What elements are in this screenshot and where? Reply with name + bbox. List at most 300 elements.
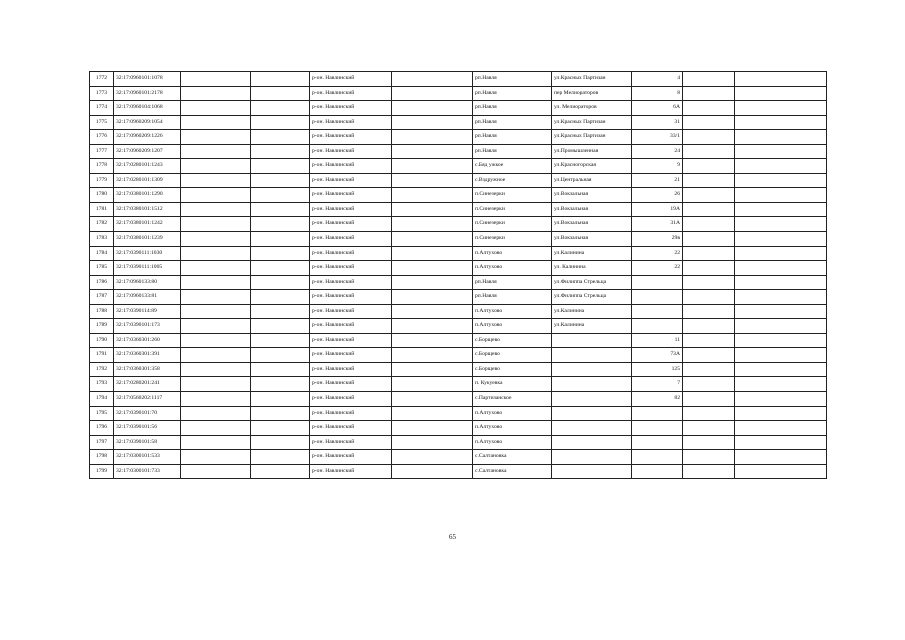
cell-cadastral-number: 32:17:0380101:1512 [114, 202, 181, 217]
cell-street [552, 392, 632, 407]
cell-empty [683, 72, 735, 87]
cell-street: ул.Калинина [552, 319, 632, 334]
cell-empty [735, 435, 827, 450]
cell-settlement: с.Борщево [473, 333, 552, 348]
cell-empty [392, 202, 473, 217]
cell-row-number: 1782 [90, 217, 114, 232]
cell-empty [251, 377, 310, 392]
cell-street: ул.Вокзальная [552, 202, 632, 217]
cell-district: р-он. Навлинский [310, 377, 392, 392]
cell-empty [181, 72, 251, 87]
cell-cadastral-number: 32:17:0960133:80 [114, 275, 181, 290]
cell-cadastral-number: 32:17:0390101:70 [114, 406, 181, 421]
cell-empty [683, 115, 735, 130]
cell-empty [392, 115, 473, 130]
cell-empty [181, 188, 251, 203]
cell-row-number: 1774 [90, 101, 114, 116]
cell-empty [735, 115, 827, 130]
cell-cadastral-number: 32:17:0960101:1078 [114, 72, 181, 87]
cell-settlement: п.Алтухово [473, 435, 552, 450]
cell-empty [181, 348, 251, 363]
cell-empty [181, 450, 251, 465]
cell-house-number: 26 [632, 188, 683, 203]
cell-empty [735, 130, 827, 145]
cell-empty [181, 144, 251, 159]
cell-street [552, 377, 632, 392]
cell-cadastral-number: 32:17:0300101:733 [114, 464, 181, 479]
cell-house-number: 82 [632, 392, 683, 407]
table-row [90, 435, 827, 450]
cell-row-number: 1775 [90, 115, 114, 130]
cell-settlement: рп.Навля [473, 101, 552, 116]
cell-settlement: п. Кукуевка [473, 377, 552, 392]
cell-empty [181, 217, 251, 232]
cell-empty [735, 72, 827, 87]
cell-empty [181, 173, 251, 188]
cell-house-number: 31 [632, 115, 683, 130]
cell-empty [392, 319, 473, 334]
table-row [90, 275, 827, 290]
cell-house-number: 33/1 [632, 130, 683, 145]
cell-house-number [632, 406, 683, 421]
cell-cadastral-number: 32:17:0360301:391 [114, 348, 181, 363]
cell-cadastral-number: 32:17:0960209:1207 [114, 144, 181, 159]
cell-empty [251, 246, 310, 261]
cell-empty [683, 450, 735, 465]
cell-cadastral-number: 32:17:0390101:56 [114, 421, 181, 436]
cell-cadastral-number: 32:17:0960209:1054 [114, 115, 181, 130]
cell-street [552, 406, 632, 421]
cell-empty [683, 406, 735, 421]
cell-street: ул.Центральная [552, 173, 632, 188]
cell-cadastral-number: 32:17:0280101:1309 [114, 173, 181, 188]
cell-settlement: рп.Навля [473, 130, 552, 145]
cell-house-number: 29в [632, 232, 683, 247]
cell-empty [735, 319, 827, 334]
table-row [90, 362, 827, 377]
cell-empty [181, 261, 251, 276]
cell-street: ул.Вокзальная [552, 232, 632, 247]
cell-empty [392, 464, 473, 479]
cell-empty [735, 261, 827, 276]
cell-empty [251, 392, 310, 407]
cell-empty [251, 217, 310, 232]
cell-cadastral-number: 32:17:0390111:1005 [114, 261, 181, 276]
cell-house-number [632, 464, 683, 479]
property-register-table [89, 71, 827, 479]
cell-empty [735, 275, 827, 290]
cell-street: ул. Калинина [552, 261, 632, 276]
cell-cadastral-number: 32:17:0560202:1117 [114, 392, 181, 407]
cell-district: р-он. Навлинский [310, 333, 392, 348]
cell-empty [683, 232, 735, 247]
cell-house-number [632, 435, 683, 450]
cell-settlement: рп.Навля [473, 290, 552, 305]
cell-row-number: 1799 [90, 464, 114, 479]
table-body [90, 72, 827, 479]
cell-empty [735, 188, 827, 203]
cell-district: р-он. Навлинский [310, 275, 392, 290]
cell-street: ул.Филиппа Стрельца [552, 275, 632, 290]
cell-row-number: 1785 [90, 261, 114, 276]
cell-row-number: 1779 [90, 173, 114, 188]
cell-row-number: 1798 [90, 450, 114, 465]
cell-empty [251, 173, 310, 188]
cell-empty [683, 290, 735, 305]
cell-settlement: рп.Навля [473, 275, 552, 290]
cell-empty [392, 304, 473, 319]
cell-settlement: с.Борщево [473, 362, 552, 377]
cell-empty [683, 319, 735, 334]
cell-cadastral-number: 32:17:0380101:1239 [114, 232, 181, 247]
cell-street: ул.Калинина [552, 304, 632, 319]
cell-empty [181, 246, 251, 261]
cell-house-number: 6А [632, 101, 683, 116]
cell-settlement: с.Вздружное [473, 173, 552, 188]
table-row [90, 217, 827, 232]
cell-empty [251, 144, 310, 159]
cell-empty [181, 421, 251, 436]
table-row [90, 348, 827, 363]
cell-house-number: 11 [632, 333, 683, 348]
cell-empty [392, 159, 473, 174]
cell-settlement: с.Партизанское [473, 392, 552, 407]
cell-empty [683, 202, 735, 217]
cell-empty [735, 159, 827, 174]
cell-row-number: 1781 [90, 202, 114, 217]
cell-empty [181, 464, 251, 479]
cell-house-number: 22 [632, 261, 683, 276]
cell-row-number: 1790 [90, 333, 114, 348]
cell-cadastral-number: 32:17:0390101:173 [114, 319, 181, 334]
cell-settlement: п.Алтухово [473, 261, 552, 276]
cell-empty [251, 115, 310, 130]
cell-empty [392, 101, 473, 116]
cell-street [552, 362, 632, 377]
cell-street [552, 333, 632, 348]
cell-empty [683, 333, 735, 348]
cell-empty [683, 86, 735, 101]
cell-district: р-он. Навлинский [310, 130, 392, 145]
cell-district: р-он. Навлинский [310, 173, 392, 188]
cell-row-number: 1788 [90, 304, 114, 319]
cell-cadastral-number: 32:17:0960209:1226 [114, 130, 181, 145]
cell-empty [683, 217, 735, 232]
cell-empty [181, 130, 251, 145]
cell-cadastral-number: 32:17:0280101:1243 [114, 159, 181, 174]
cell-cadastral-number: 32:17:0380101:1290 [114, 188, 181, 203]
cell-district: р-он. Навлинский [310, 464, 392, 479]
cell-settlement: п.Синезерки [473, 217, 552, 232]
table-row [90, 115, 827, 130]
table-row [90, 86, 827, 101]
table-row [90, 188, 827, 203]
cell-settlement: рп.Навля [473, 72, 552, 87]
cell-house-number: 125 [632, 362, 683, 377]
cell-house-number: 8 [632, 86, 683, 101]
cell-district: р-он. Навлинский [310, 406, 392, 421]
cell-empty [181, 377, 251, 392]
cell-empty [251, 450, 310, 465]
table-row [90, 202, 827, 217]
cell-cadastral-number: 32:17:0390111:1030 [114, 246, 181, 261]
cell-empty [683, 130, 735, 145]
cell-empty [735, 246, 827, 261]
cell-empty [735, 101, 827, 116]
cell-street: пер Мелиораторов [552, 86, 632, 101]
cell-empty [735, 421, 827, 436]
cell-empty [392, 435, 473, 450]
cell-empty [181, 392, 251, 407]
cell-district: р-он. Навлинский [310, 450, 392, 465]
cell-row-number: 1772 [90, 72, 114, 87]
table-row [90, 290, 827, 305]
cell-empty [251, 72, 310, 87]
cell-house-number: 31А [632, 217, 683, 232]
cell-empty [392, 421, 473, 436]
cell-empty [181, 304, 251, 319]
cell-settlement: п.Синезерки [473, 202, 552, 217]
cell-house-number: 4 [632, 72, 683, 87]
cell-settlement: п.Синезерки [473, 188, 552, 203]
cell-row-number: 1793 [90, 377, 114, 392]
cell-street [552, 450, 632, 465]
cell-empty [251, 304, 310, 319]
cell-empty [251, 290, 310, 305]
cell-district: р-он. Навлинский [310, 217, 392, 232]
cell-house-number [632, 319, 683, 334]
cell-empty [181, 115, 251, 130]
cell-row-number: 1777 [90, 144, 114, 159]
cell-empty [683, 435, 735, 450]
cell-row-number: 1796 [90, 421, 114, 436]
cell-street [552, 464, 632, 479]
cell-empty [392, 232, 473, 247]
cell-settlement: п.Алтухово [473, 406, 552, 421]
cell-cadastral-number: 32:17:0360301:260 [114, 333, 181, 348]
cell-empty [735, 304, 827, 319]
cell-row-number: 1795 [90, 406, 114, 421]
cell-district: р-он. Навлинский [310, 144, 392, 159]
cell-street: ул.Красных Партизан [552, 72, 632, 87]
table-row [90, 319, 827, 334]
cell-empty [251, 86, 310, 101]
cell-house-number: 7 [632, 377, 683, 392]
cell-street: ул. Мелиораторов [552, 101, 632, 116]
cell-empty [392, 450, 473, 465]
cell-cadastral-number: 32:17:0390101:58 [114, 435, 181, 450]
cell-row-number: 1787 [90, 290, 114, 305]
cell-settlement: с.Борщево [473, 348, 552, 363]
cell-house-number: 73А [632, 348, 683, 363]
cell-empty [735, 290, 827, 305]
page-number: 65 [449, 533, 456, 541]
cell-empty [181, 275, 251, 290]
cell-settlement: п.Синезерки [473, 232, 552, 247]
cell-house-number [632, 421, 683, 436]
cell-row-number: 1783 [90, 232, 114, 247]
cell-empty [251, 130, 310, 145]
cell-empty [735, 173, 827, 188]
cell-row-number: 1791 [90, 348, 114, 363]
cell-row-number: 1792 [90, 362, 114, 377]
cell-row-number: 1776 [90, 130, 114, 145]
cell-empty [392, 377, 473, 392]
cell-street: ул.Промышленная [552, 144, 632, 159]
cell-row-number: 1789 [90, 319, 114, 334]
cell-district: р-он. Навлинский [310, 392, 392, 407]
cell-house-number [632, 290, 683, 305]
cell-empty [683, 464, 735, 479]
cell-empty [251, 406, 310, 421]
table-row [90, 450, 827, 465]
cell-empty [181, 435, 251, 450]
cell-empty [392, 392, 473, 407]
cell-cadastral-number: 32:17:0960104:1068 [114, 101, 181, 116]
cell-empty [251, 159, 310, 174]
cell-empty [251, 101, 310, 116]
cell-empty [392, 72, 473, 87]
cell-district: р-он. Навлинский [310, 232, 392, 247]
cell-settlement: рп.Навля [473, 115, 552, 130]
cell-empty [392, 246, 473, 261]
cell-district: р-он. Навлинский [310, 421, 392, 436]
cell-house-number: 22 [632, 246, 683, 261]
cell-empty [181, 362, 251, 377]
cell-house-number [632, 304, 683, 319]
cell-empty [251, 202, 310, 217]
table-row [90, 304, 827, 319]
cell-cadastral-number: 32:17:0960133:81 [114, 290, 181, 305]
cell-empty [683, 261, 735, 276]
cell-street [552, 421, 632, 436]
cell-district: р-он. Навлинский [310, 435, 392, 450]
cell-empty [251, 319, 310, 334]
cell-empty [735, 377, 827, 392]
cell-empty [683, 304, 735, 319]
cell-empty [181, 86, 251, 101]
cell-district: р-он. Навлинский [310, 362, 392, 377]
cell-settlement: рп.Навля [473, 144, 552, 159]
cell-empty [251, 261, 310, 276]
cell-district: р-он. Навлинский [310, 246, 392, 261]
table-row [90, 144, 827, 159]
cell-row-number: 1778 [90, 159, 114, 174]
cell-empty [392, 261, 473, 276]
table-row [90, 377, 827, 392]
cell-street: ул.Вокзальная [552, 188, 632, 203]
cell-empty [735, 333, 827, 348]
cell-row-number: 1780 [90, 188, 114, 203]
table-row [90, 392, 827, 407]
cell-empty [392, 275, 473, 290]
table-row [90, 421, 827, 436]
cell-empty [392, 406, 473, 421]
cell-district: р-он. Навлинский [310, 188, 392, 203]
cell-empty [181, 232, 251, 247]
cell-empty [683, 159, 735, 174]
cell-row-number: 1786 [90, 275, 114, 290]
table-row [90, 246, 827, 261]
cell-empty [181, 290, 251, 305]
cell-cadastral-number: 32:17:0380101:1242 [114, 217, 181, 232]
cell-empty [683, 275, 735, 290]
cell-street: ул.Красногорская [552, 159, 632, 174]
cell-empty [392, 362, 473, 377]
cell-empty [735, 392, 827, 407]
cell-district: р-он. Навлинский [310, 348, 392, 363]
cell-street: ул.Красных Партизан [552, 130, 632, 145]
cell-empty [251, 464, 310, 479]
table-row [90, 232, 827, 247]
cell-empty [683, 377, 735, 392]
cell-empty [392, 86, 473, 101]
cell-empty [251, 435, 310, 450]
cell-empty [251, 348, 310, 363]
cell-empty [181, 319, 251, 334]
cell-empty [251, 232, 310, 247]
cell-empty [392, 144, 473, 159]
cell-empty [251, 333, 310, 348]
cell-empty [392, 333, 473, 348]
cell-settlement: с.Бяд ужкое [473, 159, 552, 174]
cell-empty [735, 232, 827, 247]
table-row [90, 72, 827, 87]
cell-district: р-он. Навлинский [310, 261, 392, 276]
cell-street: ул.Филиппа Стрельца [552, 290, 632, 305]
cell-empty [181, 101, 251, 116]
cell-empty [181, 202, 251, 217]
cell-empty [251, 188, 310, 203]
cell-empty [735, 406, 827, 421]
cell-district: р-он. Навлинский [310, 159, 392, 174]
cell-empty [683, 246, 735, 261]
cell-street: ул.Красных Партизан [552, 115, 632, 130]
cell-district: р-он. Навлинский [310, 72, 392, 87]
cell-street [552, 348, 632, 363]
table-row [90, 101, 827, 116]
cell-street: ул.Калинина [552, 246, 632, 261]
cell-district: р-он. Навлинский [310, 202, 392, 217]
cell-district: р-он. Навлинский [310, 304, 392, 319]
cell-empty [181, 159, 251, 174]
cell-district: р-он. Навлинский [310, 115, 392, 130]
table-row [90, 130, 827, 145]
cell-row-number: 1784 [90, 246, 114, 261]
cell-district: р-он. Навлинский [310, 86, 392, 101]
cell-empty [251, 362, 310, 377]
cell-empty [683, 348, 735, 363]
cell-empty [181, 333, 251, 348]
cell-house-number: 19А [632, 202, 683, 217]
cell-empty [735, 86, 827, 101]
cell-house-number: 9 [632, 159, 683, 174]
cell-empty [392, 130, 473, 145]
cell-settlement: с.Салтановка [473, 450, 552, 465]
cell-row-number: 1773 [90, 86, 114, 101]
cell-row-number: 1794 [90, 392, 114, 407]
cell-street [552, 435, 632, 450]
cell-empty [181, 406, 251, 421]
cell-settlement: п.Алтухово [473, 246, 552, 261]
cell-cadastral-number: 32:17:0300101:533 [114, 450, 181, 465]
cell-empty [392, 217, 473, 232]
cell-settlement: п.Алтухово [473, 421, 552, 436]
table-row [90, 159, 827, 174]
cell-settlement: с.Салтановка [473, 464, 552, 479]
cell-cadastral-number: 32:17:0960101:2178 [114, 86, 181, 101]
table-row [90, 173, 827, 188]
